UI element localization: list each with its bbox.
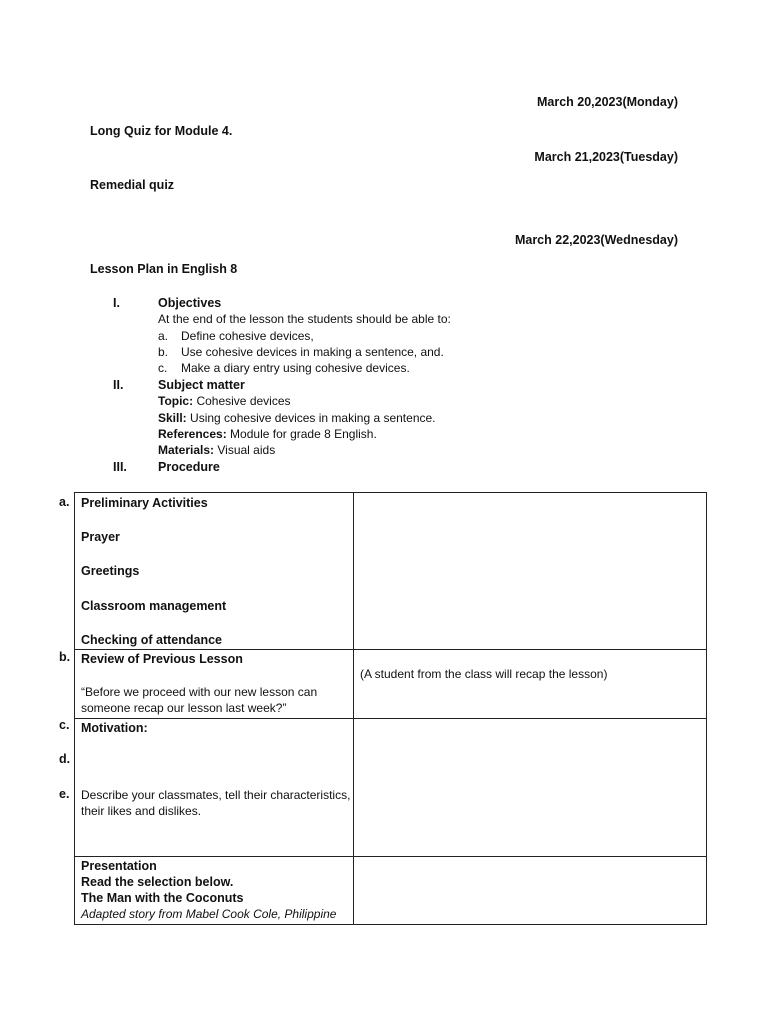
skill-label: Skill: <box>158 411 187 425</box>
presentation-title: Presentation <box>81 859 157 873</box>
motivation-right-cell <box>354 719 707 857</box>
section-title-subject-matter: Subject matter <box>158 378 245 392</box>
story-source: Adapted story from Mabel Cook Cole, Philippine <box>81 907 337 921</box>
objective-mark-b: b. <box>158 345 169 359</box>
review-cell <box>75 650 354 719</box>
references-line <box>158 427 377 441</box>
objectives-intro: At the end of the lesson the students should be able to: <box>158 312 451 326</box>
long-quiz-title: Long Quiz for Module 4. <box>90 124 233 138</box>
materials-value: Visual aids <box>217 443 276 457</box>
topic-line <box>158 394 291 408</box>
classroom-management-label: Classroom management <box>81 599 227 613</box>
references-label: References: <box>158 427 227 441</box>
section-title-objectives: Objectives <box>158 296 222 310</box>
references-value: Module for grade 8 English. <box>230 427 377 441</box>
preliminary-cell <box>75 493 354 650</box>
row-mark-b: b. <box>59 650 71 664</box>
date-wednesday: March 22,2023(Wednesday) <box>514 233 678 247</box>
procedure-table <box>74 492 707 925</box>
greetings-label: Greetings <box>81 564 140 578</box>
review-right-cell <box>354 650 707 719</box>
objective-mark-c: c. <box>158 361 168 375</box>
attendance-label: Checking of attendance <box>81 633 222 647</box>
materials-label: Materials: <box>158 443 215 457</box>
presentation-cell <box>75 857 354 925</box>
row-mark-c: c. <box>59 718 70 732</box>
date-monday: March 20,2023(Monday) <box>536 95 678 109</box>
motivation-desc-line1: Describe your classmates, tell their characteristics, <box>81 788 351 802</box>
date-tuesday: March 21,2023(Tuesday) <box>534 150 678 164</box>
motivation-title: Motivation: <box>81 721 148 735</box>
review-quote-line1: “Before we proceed with our new lesson can <box>81 685 318 699</box>
presentation-right-cell <box>354 857 707 925</box>
story-title: The Man with the Coconuts <box>81 891 244 905</box>
motivation-cell <box>75 719 354 857</box>
row-mark-e: e. <box>59 787 70 801</box>
skill-value: Using cohesive devices in making a sentence. <box>190 411 436 425</box>
section-number-3: III. <box>113 460 127 474</box>
topic-label: Topic: <box>158 394 194 408</box>
topic-value: Cohesive devices <box>196 394 291 408</box>
section-number-1: I. <box>113 296 120 310</box>
preliminary-title: Preliminary Activities <box>81 496 208 510</box>
section-number-2: II. <box>113 378 124 392</box>
preliminary-right-cell <box>354 493 707 650</box>
materials-line <box>158 443 275 457</box>
table-row-preliminary <box>75 493 707 650</box>
lesson-plan-title: Lesson Plan in English 8 <box>90 262 238 276</box>
read-selection-label: Read the selection below. <box>81 875 234 889</box>
skill-line <box>158 411 436 425</box>
objective-item-b: Use cohesive devices in making a sentence, and. <box>181 345 444 359</box>
prayer-label: Prayer <box>81 530 120 544</box>
motivation-desc-line2: their likes and dislikes. <box>81 804 202 818</box>
row-mark-a: a. <box>59 495 70 509</box>
review-response: (A student from the class will recap the lesson) <box>360 667 608 681</box>
remedial-quiz-title: Remedial quiz <box>90 178 175 192</box>
table-row-motivation <box>75 719 707 857</box>
objective-mark-a: a. <box>158 329 169 343</box>
review-title: Review of Previous Lesson <box>81 652 243 666</box>
objective-item-c: Make a diary entry using cohesive devices. <box>181 361 410 375</box>
objective-item-a: Define cohesive devices, <box>181 329 314 343</box>
review-quote-line2: someone recap our lesson last week?” <box>81 701 287 715</box>
section-title-procedure: Procedure <box>158 460 220 474</box>
table-row-review <box>75 650 707 719</box>
row-mark-d: d. <box>59 752 71 766</box>
table-row-presentation <box>75 857 707 925</box>
